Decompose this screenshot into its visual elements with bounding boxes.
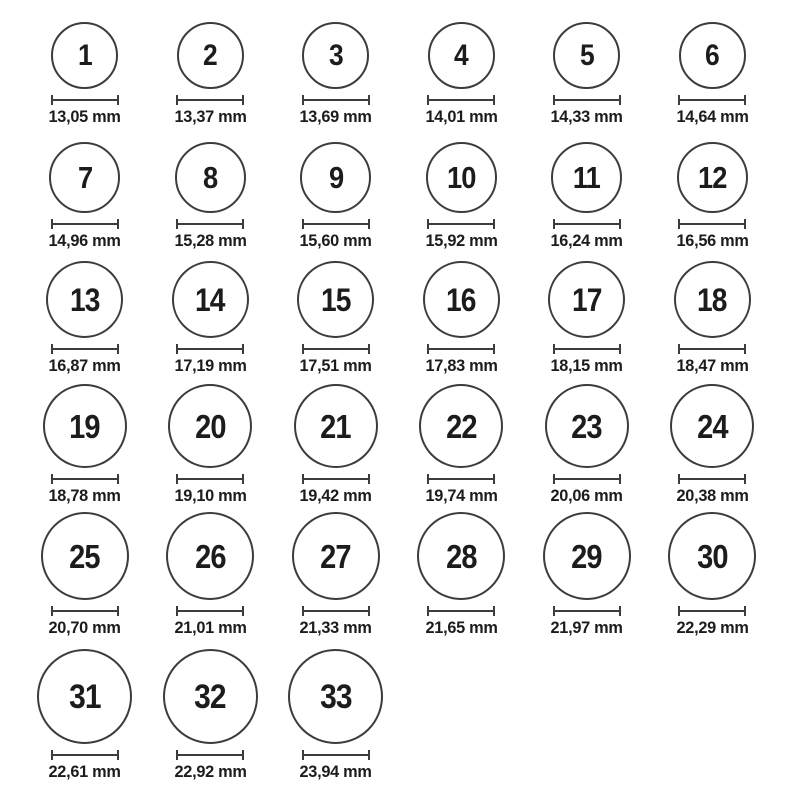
measure-line xyxy=(678,223,746,225)
ring-size-item xyxy=(22,22,148,142)
ring-circle xyxy=(46,261,123,338)
diameter-label: 21,01 mm xyxy=(174,618,247,637)
ring-size-number: 16 xyxy=(446,281,477,318)
diameter-label: 17,19 mm xyxy=(174,356,247,375)
measure-tick-right-icon xyxy=(744,344,746,354)
diameter-measure-bar xyxy=(553,95,621,105)
diameter-label: 14,01 mm xyxy=(425,107,498,126)
diameter-measure-bar xyxy=(553,219,621,229)
ring-size-item xyxy=(148,142,274,261)
ring-size-number: 9 xyxy=(328,160,343,195)
ring-circle xyxy=(297,261,374,338)
diameter-label: 20,70 mm xyxy=(48,618,121,637)
ring-circle xyxy=(163,649,258,744)
measure-line xyxy=(678,99,746,101)
measure-tick-right-icon xyxy=(242,474,244,484)
measure-tick-right-icon xyxy=(619,219,621,229)
diameter-measure-bar xyxy=(176,219,244,229)
measure-line xyxy=(553,99,621,101)
ring-circle xyxy=(37,649,132,744)
diameter-label: 13,37 mm xyxy=(174,107,247,126)
ring-size-number: 32 xyxy=(194,677,227,716)
ring-size-number: 2 xyxy=(203,38,218,72)
diameter-measure-bar xyxy=(302,344,370,354)
ring-size-item xyxy=(273,512,399,649)
measure-tick-right-icon xyxy=(117,750,119,760)
ring-circle xyxy=(300,142,371,213)
diameter-measure-bar xyxy=(51,474,119,484)
measure-line xyxy=(553,478,621,480)
measure-line xyxy=(302,610,370,612)
measure-line xyxy=(427,610,495,612)
ring-size-item xyxy=(22,649,148,799)
diameter-label: 16,24 mm xyxy=(550,231,623,250)
diameter-measure-bar xyxy=(302,219,370,229)
diameter-measure-bar xyxy=(427,606,495,616)
ring-circle xyxy=(49,142,120,213)
measure-tick-right-icon xyxy=(619,95,621,105)
measure-tick-right-icon xyxy=(744,219,746,229)
diameter-measure-bar xyxy=(553,474,621,484)
ring-size-number: 3 xyxy=(328,38,343,72)
diameter-measure-bar xyxy=(302,474,370,484)
ring-size-number: 4 xyxy=(454,38,469,72)
ring-circle xyxy=(545,384,629,468)
ring-size-number: 18 xyxy=(697,281,728,318)
ring-circle xyxy=(417,512,505,600)
measure-line xyxy=(51,478,119,480)
measure-tick-right-icon xyxy=(619,344,621,354)
measure-tick-right-icon xyxy=(493,95,495,105)
ring-size-item xyxy=(22,261,148,384)
diameter-label: 22,29 mm xyxy=(676,618,749,637)
ring-size-row xyxy=(22,512,775,649)
diameter-measure-bar xyxy=(302,606,370,616)
diameter-label: 22,92 mm xyxy=(174,762,247,781)
measure-line xyxy=(553,223,621,225)
diameter-measure-bar xyxy=(302,750,370,760)
ring-size-number: 30 xyxy=(696,537,728,575)
ring-size-row xyxy=(22,649,775,799)
measure-tick-right-icon xyxy=(117,95,119,105)
ring-circle xyxy=(548,261,625,338)
measure-line xyxy=(51,348,119,350)
ring-size-item xyxy=(273,142,399,261)
ring-circle xyxy=(175,142,246,213)
ring-circle xyxy=(177,22,244,89)
ring-size-item xyxy=(650,261,776,384)
measure-tick-right-icon xyxy=(368,95,370,105)
ring-size-number: 28 xyxy=(445,537,477,575)
ring-circle xyxy=(543,512,631,600)
measure-tick-right-icon xyxy=(242,219,244,229)
diameter-label: 13,05 mm xyxy=(48,107,121,126)
ring-size-item xyxy=(148,261,274,384)
ring-circle xyxy=(553,22,620,89)
diameter-label: 15,92 mm xyxy=(425,231,498,250)
ring-circle xyxy=(426,142,497,213)
ring-size-item xyxy=(650,512,776,649)
measure-line xyxy=(176,610,244,612)
measure-line xyxy=(302,348,370,350)
ring-size-item xyxy=(399,261,525,384)
measure-tick-right-icon xyxy=(493,344,495,354)
ring-circle xyxy=(670,384,754,468)
diameter-measure-bar xyxy=(176,606,244,616)
diameter-label: 22,61 mm xyxy=(48,762,121,781)
ring-size-number: 14 xyxy=(195,281,226,318)
ring-circle xyxy=(679,22,746,89)
measure-tick-right-icon xyxy=(368,606,370,616)
diameter-label: 19,74 mm xyxy=(425,486,498,505)
ring-circle xyxy=(292,512,380,600)
ring-size-item xyxy=(524,512,650,649)
ring-circle xyxy=(428,22,495,89)
diameter-measure-bar xyxy=(51,344,119,354)
diameter-label: 14,96 mm xyxy=(48,231,121,250)
diameter-label: 15,60 mm xyxy=(299,231,372,250)
diameter-label: 16,56 mm xyxy=(676,231,749,250)
measure-line xyxy=(176,348,244,350)
diameter-measure-bar xyxy=(678,219,746,229)
measure-tick-right-icon xyxy=(242,606,244,616)
ring-size-item xyxy=(399,142,525,261)
diameter-label: 18,15 mm xyxy=(550,356,623,375)
ring-size-item xyxy=(273,384,399,512)
measure-line xyxy=(678,478,746,480)
measure-line xyxy=(176,478,244,480)
ring-circle xyxy=(674,261,751,338)
measure-line xyxy=(427,348,495,350)
measure-tick-right-icon xyxy=(368,219,370,229)
ring-size-number: 26 xyxy=(194,537,226,575)
ring-size-item xyxy=(650,142,776,261)
measure-line xyxy=(553,348,621,350)
ring-size-number: 25 xyxy=(69,537,101,575)
measure-tick-right-icon xyxy=(619,606,621,616)
ring-circle xyxy=(423,261,500,338)
ring-size-item xyxy=(148,649,274,799)
measure-tick-right-icon xyxy=(493,219,495,229)
ring-size-item xyxy=(273,649,399,799)
ring-size-number: 19 xyxy=(69,407,101,445)
ring-circle xyxy=(294,384,378,468)
ring-circle xyxy=(168,384,252,468)
diameter-label: 19,10 mm xyxy=(174,486,247,505)
diameter-measure-bar xyxy=(678,474,746,484)
ring-size-number: 22 xyxy=(445,407,477,445)
diameter-measure-bar xyxy=(176,95,244,105)
diameter-label: 17,51 mm xyxy=(299,356,372,375)
ring-size-item xyxy=(399,22,525,142)
measure-line xyxy=(176,223,244,225)
diameter-label: 18,47 mm xyxy=(676,356,749,375)
measure-tick-right-icon xyxy=(493,474,495,484)
diameter-label: 20,06 mm xyxy=(550,486,623,505)
ring-size-item xyxy=(148,384,274,512)
diameter-measure-bar xyxy=(427,219,495,229)
measure-line xyxy=(427,478,495,480)
diameter-label: 19,42 mm xyxy=(299,486,372,505)
diameter-measure-bar xyxy=(678,344,746,354)
measure-tick-right-icon xyxy=(117,219,119,229)
ring-size-number: 23 xyxy=(571,407,603,445)
ring-size-number: 21 xyxy=(320,407,352,445)
measure-tick-right-icon xyxy=(744,606,746,616)
measure-line xyxy=(678,610,746,612)
ring-size-number: 15 xyxy=(320,281,351,318)
ring-size-number: 11 xyxy=(573,160,601,195)
diameter-measure-bar xyxy=(678,95,746,105)
ring-size-number: 13 xyxy=(69,281,100,318)
ring-size-number: 27 xyxy=(320,537,352,575)
diameter-measure-bar xyxy=(176,474,244,484)
diameter-measure-bar xyxy=(51,219,119,229)
diameter-label: 15,28 mm xyxy=(174,231,247,250)
diameter-measure-bar xyxy=(51,750,119,760)
ring-size-item xyxy=(22,142,148,261)
ring-size-item xyxy=(650,22,776,142)
measure-tick-right-icon xyxy=(242,344,244,354)
diameter-measure-bar xyxy=(427,344,495,354)
ring-size-number: 8 xyxy=(203,160,218,195)
diameter-label: 14,33 mm xyxy=(550,107,623,126)
ring-size-item xyxy=(524,142,650,261)
diameter-measure-bar xyxy=(427,95,495,105)
measure-tick-right-icon xyxy=(744,474,746,484)
measure-line xyxy=(302,223,370,225)
ring-circle xyxy=(677,142,748,213)
ring-circle xyxy=(43,384,127,468)
ring-size-number: 17 xyxy=(571,281,602,318)
measure-tick-right-icon xyxy=(242,95,244,105)
measure-tick-right-icon xyxy=(368,750,370,760)
measure-line xyxy=(302,478,370,480)
measure-line xyxy=(176,754,244,756)
ring-size-number: 33 xyxy=(319,677,352,716)
ring-size-number: 5 xyxy=(579,38,594,72)
measure-tick-right-icon xyxy=(619,474,621,484)
diameter-measure-bar xyxy=(51,95,119,105)
ring-size-row xyxy=(22,384,775,512)
ring-size-item xyxy=(148,512,274,649)
measure-tick-right-icon xyxy=(493,606,495,616)
diameter-measure-bar xyxy=(302,95,370,105)
measure-tick-right-icon xyxy=(368,474,370,484)
ring-size-item xyxy=(22,512,148,649)
ring-circle xyxy=(166,512,254,600)
ring-size-item xyxy=(22,384,148,512)
diameter-measure-bar xyxy=(553,606,621,616)
diameter-label: 14,64 mm xyxy=(676,107,749,126)
ring-size-number: 24 xyxy=(696,407,728,445)
diameter-label: 17,83 mm xyxy=(425,356,498,375)
ring-size-item xyxy=(399,512,525,649)
ring-size-number: 20 xyxy=(194,407,226,445)
diameter-measure-bar xyxy=(427,474,495,484)
measure-tick-right-icon xyxy=(368,344,370,354)
measure-tick-right-icon xyxy=(117,606,119,616)
ring-size-item xyxy=(650,384,776,512)
measure-tick-right-icon xyxy=(117,474,119,484)
ring-circle xyxy=(288,649,383,744)
ring-size-item xyxy=(148,22,274,142)
diameter-measure-bar xyxy=(176,750,244,760)
diameter-measure-bar xyxy=(553,344,621,354)
ring-size-row xyxy=(22,261,775,384)
measure-line xyxy=(427,223,495,225)
diameter-label: 21,33 mm xyxy=(299,618,372,637)
measure-line xyxy=(678,348,746,350)
ring-size-item xyxy=(399,384,525,512)
diameter-label: 21,65 mm xyxy=(425,618,498,637)
measure-tick-right-icon xyxy=(117,344,119,354)
ring-circle xyxy=(41,512,129,600)
diameter-label: 23,94 mm xyxy=(299,762,372,781)
ring-size-row xyxy=(22,142,775,261)
diameter-label: 13,69 mm xyxy=(299,107,372,126)
measure-line xyxy=(553,610,621,612)
ring-size-number: 10 xyxy=(446,160,476,195)
measure-line xyxy=(51,754,119,756)
ring-size-item xyxy=(524,22,650,142)
diameter-label: 20,38 mm xyxy=(676,486,749,505)
ring-size-item xyxy=(273,261,399,384)
ring-circle xyxy=(302,22,369,89)
diameter-label: 18,78 mm xyxy=(48,486,121,505)
measure-tick-right-icon xyxy=(242,750,244,760)
ring-size-number: 29 xyxy=(571,537,603,575)
ring-size-number: 31 xyxy=(68,677,101,716)
ring-circle xyxy=(419,384,503,468)
measure-tick-right-icon xyxy=(744,95,746,105)
ring-size-item xyxy=(524,384,650,512)
ring-circle xyxy=(668,512,756,600)
measure-line xyxy=(51,99,119,101)
ring-size-number: 1 xyxy=(77,38,92,72)
measure-line xyxy=(302,754,370,756)
diameter-measure-bar xyxy=(51,606,119,616)
ring-size-item xyxy=(524,261,650,384)
ring-size-number: 6 xyxy=(705,38,720,72)
ring-size-number: 7 xyxy=(77,160,92,195)
measure-line xyxy=(176,99,244,101)
ring-circle xyxy=(51,22,118,89)
measure-line xyxy=(51,610,119,612)
measure-line xyxy=(302,99,370,101)
measure-line xyxy=(427,99,495,101)
ring-size-row xyxy=(22,22,775,142)
diameter-label: 21,97 mm xyxy=(550,618,623,637)
ring-size-item xyxy=(273,22,399,142)
diameter-label: 16,87 mm xyxy=(48,356,121,375)
ring-size-number: 12 xyxy=(697,160,727,195)
measure-line xyxy=(51,223,119,225)
diameter-measure-bar xyxy=(176,344,244,354)
ring-circle xyxy=(172,261,249,338)
diameter-measure-bar xyxy=(678,606,746,616)
ring-circle xyxy=(551,142,622,213)
